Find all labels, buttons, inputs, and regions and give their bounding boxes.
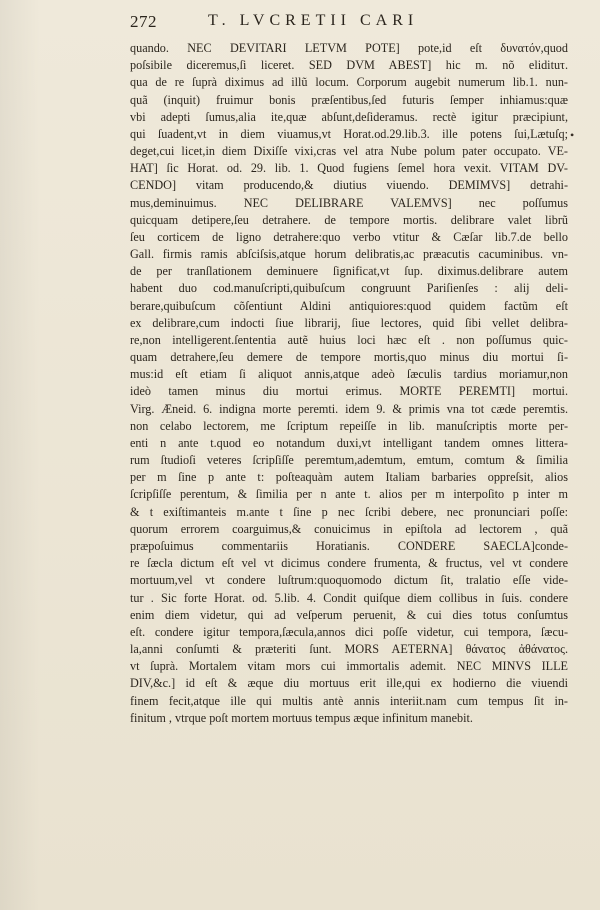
gutter-shadow	[0, 0, 40, 910]
text-line: vt ſuprà. Mortalem vitam mors cui immortalis ademit. NEC MINVS ILLE	[130, 659, 568, 674]
text-line: & t exiſtimanteis m.ante t ſine p nec ſcribi debere, nec pronunciari poſſe:	[130, 504, 568, 519]
text-line: qui ſuadent,vt in diem viuamus,vt Horat.od.29.lib.3. ille potens ſui,Lætuſq;	[130, 126, 568, 141]
text-line: la,anni conſumti & præteriti ſunt. MORS AETERNA] θάνατος ἀθάνατος.	[130, 642, 568, 657]
text-line: qua de re ſuprà diximus ad illũ locum. Corporum augebit numerum lib.1. nun-	[130, 75, 568, 90]
text-line: de per tranſlationem deminuere ſignificat,vt ſup. diximus.delibrare autem	[130, 264, 568, 279]
text-line: re,non intelligerent.ſententia autẽ huius loci hæc eſt . non poſſumus quic-	[130, 332, 568, 347]
text-line: ſeu corticem de ligno detrahere:quo verbo vtitur & Cæſar lib.7.de bello	[130, 229, 568, 244]
text-line: ideò tamen minus diu mortui erimus. MORTE PEREMTI] mortui.	[130, 384, 568, 399]
text-line: habent duo cod.manuſcripti,quibuſcum congruunt Pariſienſes : alij deli-	[130, 281, 568, 296]
text-line: DIV,&c.] id eſt & æque diu mortuus erit ille,qui ex hodierno die viuendi	[130, 676, 568, 691]
text-line: mortuum,vel vt condere luſtrum:quoquomodo dictum ſit, tralatio eſſe vide-	[130, 573, 568, 588]
text-line: quã (inquit) fruimur bonis præſentibus,ſed futuris ſemper inhiamus:quæ	[130, 92, 568, 107]
text-line: mus,deminuimus. NEC DELIBRARE VALEMVS] nec poſſumus	[130, 195, 568, 210]
text-line: quicquam detipere,ſeu detrahere. de tempore mortis. delibrare valet librũ	[130, 212, 568, 227]
text-line: mus:id eſt etiam ſi aliquot annis,atque adeò ſæculis tardius moriamur,non	[130, 367, 568, 382]
text-line: enim diem videtur, qui ad veſperum peruenit, & cui dies totus conſumtus	[130, 607, 568, 622]
text-line: re ſæcla dictum eſt vel vt dicimus condere frumenta, & fructus, vel vt condere	[130, 556, 568, 571]
text-line: non celabo lectorem, me ſcriptum repeiſſe in lib. manuſcriptis morte per-	[130, 418, 568, 433]
running-head: T. LVCRETII CARI	[208, 12, 419, 29]
margin-mark: •	[570, 128, 575, 142]
commentary-text	[130, 40, 568, 727]
page-number: 272	[130, 12, 157, 31]
text-line: HAT] ſic Horat. od. 29. lib. 1. Quod fugiens ſemel hora vexit. VITAM DV-	[130, 161, 568, 176]
text-line: ſcripſiſſe perentum, & ſimilia per n ante t. alios per m interpoſito p inter m	[130, 487, 568, 502]
text-line: quorum errorem coarguimus,& conuicimus in epiſtola ad lectorem , quã	[130, 521, 568, 536]
page-header	[130, 12, 560, 34]
text-line: deget,cui licet,in diem Dixiſſe vixi,cras vel atra Nube polum pater occupato. VE-	[130, 144, 568, 159]
text-line: eſt. condere igitur tempora,ſæcula,annos dici poſſe videtur, cui tempora, ſæcu-	[130, 624, 568, 639]
text-line: vbi adepti ſumus,alia ite,quæ abſunt,deſideramus. rectè igitur præcipiunt,	[130, 109, 568, 124]
text-line: quam detrahere,ſeu demere de tempore mortis,quo minus diu mortui ſi-	[130, 350, 568, 365]
text-line: finitum , vtrque poſt mortem mortuus tempus æque infinitum manebit.	[130, 710, 473, 725]
text-line: Gall. firmis ramis abſciſsis,atque horum delibratis,ac præacutis cacuminibus. vn-	[130, 247, 568, 262]
text-line: tur . Sic forte Horat. od. 5.lib. 4. Condit quiſque diem collibus in ſuis. condere	[130, 590, 568, 605]
text-line: Virg. Æneid. 6. indigna morte peremti. idem 9. & primis vna tot cæde peremtis.	[130, 401, 568, 416]
text-line: CENDO] vitam producendo,& diutius viuendo. DEMIMVS] detrahi-	[130, 178, 568, 193]
text-line: ex delibrare,cum indocti ſiue librarij, ſiue lectores, quid ſibi vellet delibra-	[130, 315, 568, 330]
text-line: quando. NEC DEVITARI LETVM POTE] pote,id eſt δυνατόν,quod	[130, 41, 568, 55]
text-line: berare,quibuſcum cõſentiunt Aldini antiquiores:quod quidem factũm eſt	[130, 298, 568, 313]
text-line: rum ſtudioſi veteres ſcripſiſſe peremtum,ademtum, emtum, comtum & ſimilia	[130, 453, 568, 468]
text-line: finem fecit,atque ille qui multis antè annis interiit.nam cum tempus ſit in-	[130, 693, 568, 708]
text-line: per m ſine p ante t: poſteaquàm autem Italiam barbaries oppreſsit, alios	[130, 470, 568, 485]
text-line: poſsibile diceremus,ſi liceret. SED DVM ABEST] hic m. nõ elidituτ.	[130, 58, 568, 73]
text-line: præpoſuimus commentariis Horatianis. CONDERE SAECLA]conde-	[130, 538, 568, 553]
text-line: enti n ante t.quod eo notandum duxi,vt intelligant tandem omnes littera-	[130, 435, 568, 450]
